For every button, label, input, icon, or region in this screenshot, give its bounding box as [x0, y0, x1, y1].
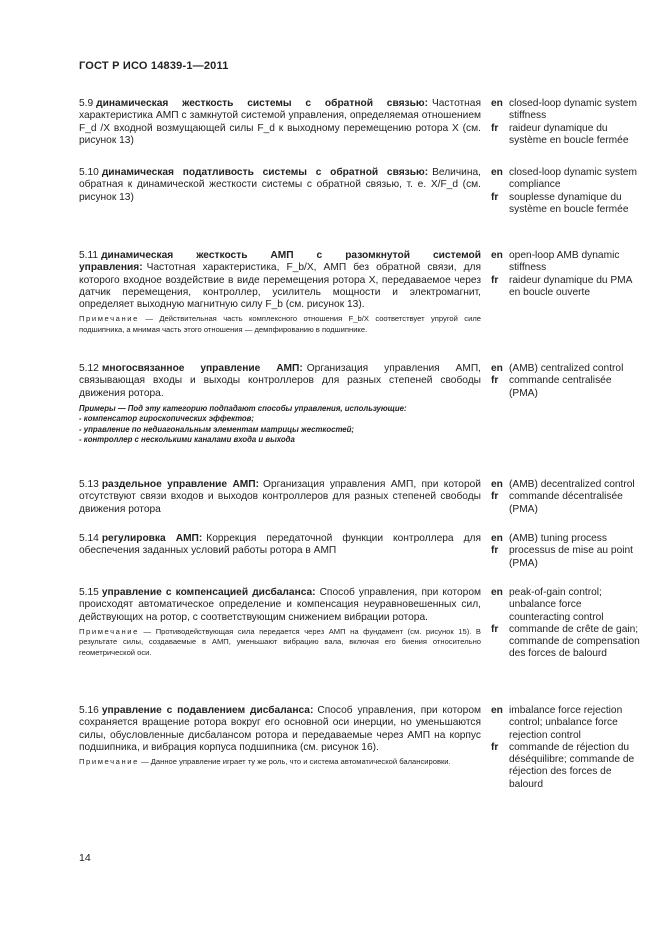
term-en: open-loop AMB dynamic stiffness — [509, 250, 620, 274]
lang-en: en — [491, 98, 503, 109]
entry-term: динамическая податливость системы с обратной связью: — [101, 167, 429, 178]
lang-fr: fr — [491, 623, 499, 635]
lang-fr: fr — [491, 545, 499, 557]
lang-en: en — [491, 363, 503, 374]
entry-note — [79, 757, 481, 768]
entry-number: 5.11 — [79, 250, 99, 261]
note-label: Примечание — [79, 314, 139, 324]
entry-number: 5.16 — [79, 705, 99, 716]
entry-5-11 — [79, 250, 481, 335]
term-fr: raideur dynamique du PMA en boucle ouverte — [509, 274, 632, 298]
entry-definition: Организация управления АМП, при которой отсутствуют связи входов и выходов контроллеров для разных степеней свободы движения ротора — [79, 479, 481, 515]
term-fr: raideur dynamique du système en boucle fermée — [509, 122, 629, 146]
entry-term: многосвязанное управление АМП: — [101, 363, 303, 374]
equivalents-5-10 — [491, 167, 641, 216]
entry-5-15 — [79, 587, 481, 658]
entry-number: 5.10 — [79, 167, 99, 178]
entry-5-12 — [79, 363, 481, 446]
entry-term: динамическая жесткость системы с обратной связью: — [96, 98, 428, 109]
lang-en: en — [491, 167, 503, 178]
term-en: peak-of-gain control; unbalance force counteracting control — [509, 587, 604, 623]
entry-note — [79, 627, 481, 659]
term-fr: commande décentralisée (PMA) — [509, 491, 623, 515]
lang-en: en — [491, 705, 503, 716]
lang-fr: fr — [491, 122, 499, 134]
document-header: ГОСТ Р ИСО 14839-1—2011 — [79, 60, 229, 72]
entry-definition: Частотная характеристика, F_b/X, АМП без обратной связи, для которого входное воздействие в виде перемещения ротора X, передаваемое через датчик перемещения, контроллер, усилитель мощности и электромагнит, определяет выходную магнитную силу F_b (см. рисунок 13). — [79, 262, 481, 311]
entry-number: 5.14 — [79, 533, 99, 544]
entry-5-10 — [79, 167, 481, 204]
entry-definition: Частотная характеристика АМП с замкнутой системой управления, определяемая отношением F_d /X входной возмущающей силы F_d к выходному перемещению ротора X (см. рисунок 13) — [79, 98, 481, 146]
equivalents-5-11 — [491, 250, 641, 299]
lang-fr: fr — [491, 375, 499, 387]
entry-number: 5.13 — [79, 479, 99, 490]
lang-fr: fr — [491, 191, 499, 203]
entry-5-14 — [79, 533, 481, 558]
term-en: (AMB) tuning process — [509, 533, 607, 544]
equivalents-5-9 — [491, 98, 641, 147]
lang-en: en — [491, 250, 503, 261]
lang-en: en — [491, 479, 503, 490]
entry-term: управление с подавлением дисбаланса: — [101, 705, 314, 716]
entry-definition: Величина, обратная к динамической жесткости системы с обратной связью, т. е. X/F_d (см. рисунок 13) — [79, 167, 481, 203]
entry-note — [79, 314, 481, 335]
entry-definition: Способ управления, при котором происходят автоматическое определение и компенсация неуравновешенных сил, действующих на ротор, с соответствующим снижением вибрации ротора. — [79, 587, 481, 623]
entry-definition: Организация управления АМП, связывающая входы и выходы контроллеров для разных степеней свободы движения ротора. — [79, 363, 481, 399]
example-item: - управление по недиагональным элементам матрицы жесткостей; — [79, 424, 354, 434]
note-label: Примечание — [79, 626, 139, 636]
entry-term: регулировка АМП: — [101, 533, 203, 544]
lang-en: en — [491, 533, 503, 544]
equivalents-5-14 — [491, 533, 641, 570]
page-number: 14 — [79, 852, 91, 864]
term-fr: souplesse dynamique du système en boucle fermée — [509, 191, 629, 215]
equivalents-5-13 — [491, 479, 641, 516]
note-text: — Действительная часть комплексного отношения F_b/X соответствует упругой силе подшипника, а мнимая часть этого отношения — демпфированию в подшипнике. — [79, 314, 481, 334]
entry-5-9 — [79, 98, 481, 147]
entry-examples — [79, 404, 481, 446]
equivalents-5-16 — [491, 705, 641, 791]
term-en: (AMB) decentralized control — [509, 479, 635, 490]
lang-fr: fr — [491, 741, 499, 753]
note-text: — Данное управление играет ту же роль, что и система автоматической балансировки. — [141, 757, 451, 767]
lang-fr: fr — [491, 491, 499, 503]
entry-definition: Коррекция передаточной функции контроллера для обеспечения заданных условий работы ротора в АМП — [79, 533, 481, 557]
entry-5-13 — [79, 479, 481, 516]
example-item: - компенсатор гироскопических эффектов; — [79, 414, 254, 424]
lang-en: en — [491, 587, 503, 598]
entry-definition: Способ управления, при котором сохраняется вращение ротора вокруг его основной оси инерции, но уменьшаются силы, обусловленные дисбалансом ротора и передаваемые через АМП на корпус подшипника, и вибрация корпуса подшипника (см. рисунок 16). — [79, 705, 481, 753]
term-fr: commande de réjection du déséquilibre; commande de réjection des forces de balourd — [509, 741, 635, 790]
entry-term: раздельное управление АМП: — [101, 479, 260, 490]
term-fr: processus de mise au point (PMA) — [509, 545, 634, 569]
note-text: — Противодействующая сила передается через АМП на фундамент (см. рисунок 15). В результате силы, создаваемые в АМП, уменьшают вибрацию вала, включая его биения относительно геометрической оси. — [79, 626, 481, 657]
entry-number: 5.9 — [79, 98, 94, 109]
entry-number: 5.15 — [79, 587, 99, 598]
equivalents-5-12 — [491, 363, 641, 400]
note-label: Примечание — [79, 757, 139, 767]
entry-term: динамическая жесткость АМП с разомкнутой системой управления: — [79, 250, 481, 274]
term-en: (AMB) centralized control — [509, 363, 624, 374]
entry-term: управление с компенсацией дисбаланса: — [101, 587, 316, 598]
term-en: closed-loop dynamic system stiffness — [509, 98, 637, 122]
examples-intro: Примеры — Под эту категорию подпадают способы управления, использующие: — [79, 403, 407, 413]
term-fr: commande centralisée (PMA) — [509, 375, 612, 399]
entry-5-16 — [79, 705, 481, 768]
term-en: closed-loop dynamic system compliance — [509, 167, 637, 191]
equivalents-5-15 — [491, 587, 641, 661]
term-fr: commande de crête de gain; commande de compensation des forces de balourd — [509, 623, 640, 660]
example-item: - контроллер с несколькими каналами входа и выхода — [79, 435, 295, 445]
lang-fr: fr — [491, 274, 499, 286]
entry-number: 5.12 — [79, 363, 99, 374]
term-en: imbalance force rejection control; unbalance force rejection control — [509, 705, 623, 741]
